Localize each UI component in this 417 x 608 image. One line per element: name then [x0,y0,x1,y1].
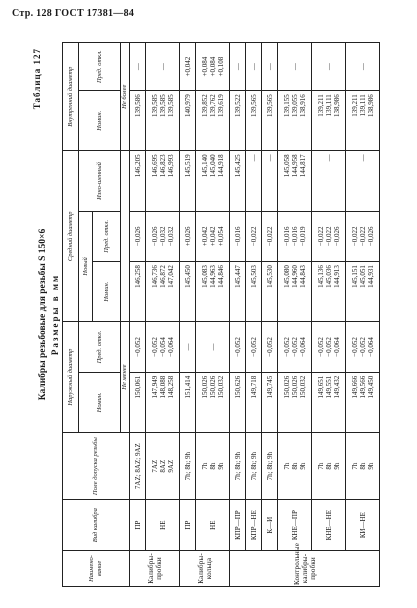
col-outer: Наружный диаметр [63,322,79,433]
col-outer-pred: Пред. откл. [79,322,121,373]
cell-vid: НЕ [196,500,230,551]
table-row [130,43,146,587]
table-row [146,43,180,587]
cell-pole: 7h; 8h; 9h [262,432,278,499]
table-row [230,43,246,587]
cell-pole: 7h 8h 9h [346,432,380,499]
col-middle-new: Новый [79,211,93,322]
page-header: Стр. 128 ГОСТ 17381—84 [12,8,135,19]
cell-vid: ПР [130,500,146,551]
col-outer-nom: Номин. [79,372,121,432]
cell-outer-pred: −0,052 [130,322,146,373]
cell-middle-izn: 146,205 [130,151,146,211]
cell-outer-pred: — [196,322,230,373]
cell-outer-pred: −0,052 [246,322,262,373]
cell-middle-nom: 145,503 [246,262,262,322]
table-caption [30,42,62,587]
cell-inner-pred: — [230,43,246,91]
col-middle-pred: Пред. откл. [93,211,121,262]
table-body [130,43,380,587]
inner-ne-bolee: Не более [121,43,130,151]
cell-outer-pred: −0,052 −0,052 −0,064 [312,322,346,373]
cell-outer-pred: −0,052 −0,052 −0,064 [278,322,312,373]
cell-vid: КПР—НЕ [246,500,262,551]
cell-middle-izn: 145,425 [230,151,246,211]
col-middle: Средний диаметр [63,151,79,322]
cell-pole: 7h; 8h; 9h [180,432,196,499]
cell-outer-pred: — [180,322,196,373]
outer-ne-menee: Не менее [121,322,130,433]
table-row [196,43,230,587]
cell-middle-nom: 146,736 146,872 147,042 [146,262,180,322]
cell-middle-nom: 146,258 [130,262,146,322]
cell-middle-nom: 145,083 144,963 144,846 [196,262,230,322]
cell-inner-nom: 139,852 139,762 139,619 [196,91,230,151]
cell-vid: КНЕ—НЕ [312,500,346,551]
col-naim: Наимено-вание [63,550,130,586]
table-row [180,43,196,587]
cell-outer-nom: 147,949 148,088 148,258 [146,372,180,432]
col-inner-nom: Номин. [79,91,121,151]
cell-vid: КНЕ—ПР [278,500,312,551]
cell-inner-nom: 139,211 139,111 138,986 [312,91,346,151]
cell-outer-nom: 150,026 150,026 150,032 [278,372,312,432]
cell-inner-nom: 139,155 139,055 138,916 [278,91,312,151]
cell-middle-izn: — [262,151,278,211]
cell-outer-pred: −0,052 [262,322,278,373]
cell-inner-pred: — [246,43,262,91]
col-vid: Вид калибра [63,500,130,551]
calibre-ring-group: Калибры-кольца [180,550,230,586]
cell-pole: 7h; 8h; 9h [246,432,262,499]
cell-inner-pred: — [130,43,146,91]
cell-outer-nom: 149,666 149,566 149,450 [346,372,380,432]
table-row [262,43,278,587]
cell-middle-pred: −0,026 [130,211,146,262]
table-row [278,43,312,587]
cell-middle-pred: −0,026 −0,032 −0,032 [146,211,180,262]
cell-middle-izn: — [246,151,262,211]
cell-inner-nom: 140,979 [180,91,196,151]
cell-middle-nom: 145,447 [230,262,246,322]
cell-middle-izn: 145,519 [180,151,196,211]
col-middle-izn: Изно-шенный [79,151,121,211]
cell-pole: 7AZ; 8AZ; 9AZ [130,432,146,499]
cell-middle-nom: 145,450 [180,262,196,322]
table-row [346,43,380,587]
cell-middle-nom: 145,530 [262,262,278,322]
cell-pole: 7h 8h 9h [278,432,312,499]
cell-vid: К—И [262,500,278,551]
cell-inner-pred: +0,084 +0,084 +0,108 [196,43,230,91]
cell-inner-nom: 139,211 139,111 138,986 [346,91,380,151]
rotated-table-block [30,42,408,587]
calibre-plug-group: Калибры-пробки [130,550,180,586]
cell-vid: КИ—НЕ [346,500,380,551]
cell-middle-nom: 145,136 145,036 144,913 [312,262,346,322]
gauge-table [62,42,380,587]
cell-outer-nom: 151,414 [180,372,196,432]
cell-pole: 7AZ 8AZ 9AZ [146,432,180,499]
cell-inner-nom: 139,585 139,585 139,585 [146,91,180,151]
cell-outer-nom: 149,718 [246,372,262,432]
cell-vid: НЕ [146,500,180,551]
cell-outer-nom: 150,626 [230,372,246,432]
cell-middle-izn: — [312,151,346,211]
cell-middle-izn: — [346,151,380,211]
control-plug-group: Контрольные калибры-пробки [230,550,380,586]
table-label: Таблица 127 [32,48,42,110]
cell-middle-pred: −0,022 [246,211,262,262]
cell-outer-pred: −0,052 −0,052 −0,064 [346,322,380,373]
cell-outer-nom: 149,651 149,551 149,432 [312,372,346,432]
cell-middle-nom: 145,080 144,960 144,843 [278,262,312,322]
cell-middle-pred: +0,026 [180,211,196,262]
cell-outer-nom: 150,061 [130,372,146,432]
cell-middle-pred: +0,042 +0,042 +0,054 [196,211,230,262]
table-row [246,43,262,587]
cell-middle-nom: 145,151 145,051 144,931 [346,262,380,322]
cell-inner-pred: — [312,43,346,91]
cell-outer-nom: 150,026 150,026 150,032 [196,372,230,432]
table-units: Размеры в мм [50,273,60,356]
cell-middle-pred: −0,022 −0,022 −0,026 [312,211,346,262]
cell-inner-pred: — [278,43,312,91]
cell-inner-pred: — [262,43,278,91]
cell-outer-pred: −0,052 −0,054 −0,064 [146,322,180,373]
col-pole: Поле допуска резьбы [63,432,130,499]
cell-inner-nom: 139,586 [130,91,146,151]
col-inner-pred: Пред. откл. [79,43,121,91]
table-row [312,43,346,587]
cell-inner-nom: 139,522 [230,91,246,151]
cell-middle-pred: −0,016 [230,211,246,262]
cell-middle-izn: 145,058 144,958 144,817 [278,151,312,211]
cell-middle-pred: −0,022 −0,022 −0,026 [346,211,380,262]
cell-inner-nom: 139,565 [246,91,262,151]
cell-middle-izn: 146,695 146,823 146,993 [146,151,180,211]
cell-pole: 7h; 8h; 9h [230,432,246,499]
cell-inner-pred: +0,042 [180,43,196,91]
cell-inner-pred: — [146,43,180,91]
table-title: Калибры резьбовые для резьбы S 150×6 [38,228,48,401]
cell-pole: 7h 8h 9h [312,432,346,499]
cell-middle-izn: 145,140 145,040 144,918 [196,151,230,211]
cell-middle-pred: −0,016 −0,016 −0,019 [278,211,312,262]
cell-outer-nom: 149,745 [262,372,278,432]
cell-inner-pred: — [346,43,380,91]
cell-outer-pred: −0,052 [230,322,246,373]
col-inner: Внутренний диаметр [63,43,79,151]
cell-vid: КПР—ПР [230,500,246,551]
cell-middle-pred: −0,022 [262,211,278,262]
cell-pole: 7h 8h 9h [196,432,230,499]
cell-vid: ПР [180,500,196,551]
col-middle-nom: Номин. [93,262,121,322]
cell-inner-nom: 139,565 [262,91,278,151]
